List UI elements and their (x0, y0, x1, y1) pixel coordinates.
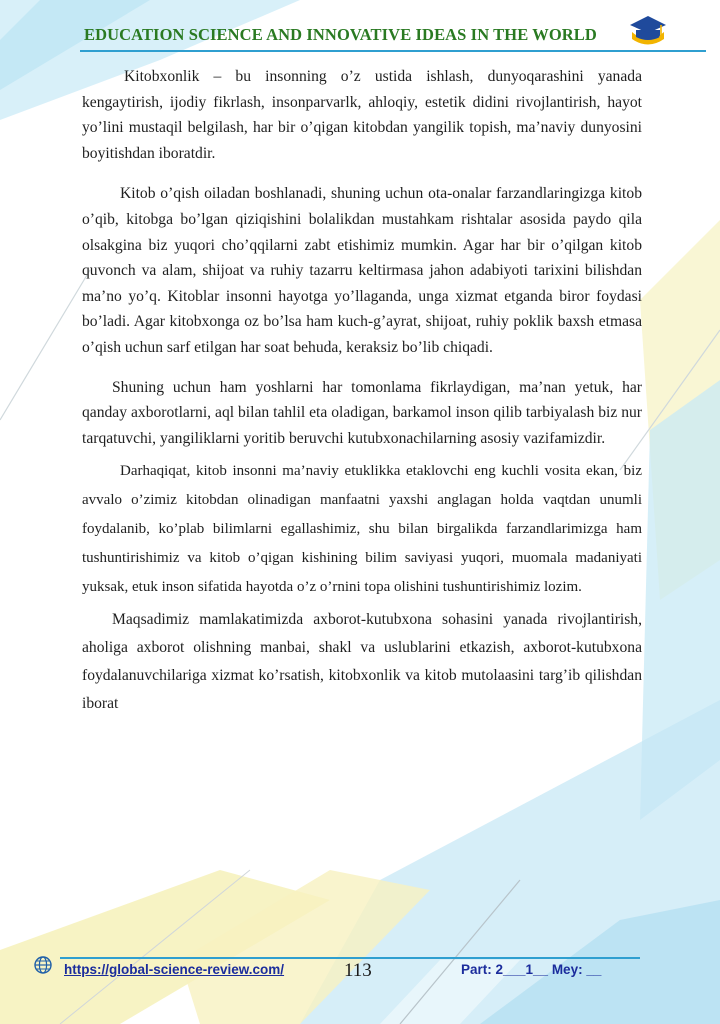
paragraph: Kitob o’qish oiladan boshlanadi, shuning uchun ota-onalar farzandlaringizga kitob o’qib, kitobga bo’lgan qiziqishini bolalikdan mustahkam rishtalar asosida paydo qila olsakgina biz yuqori cho’qqilarni zabt etishimiz mumkin. Agar har bir o’qilgan kitob quvonch va alam, shijoat va ruhiy tazarru keltirmasa jahon adabiyoti tarixini bilishdan ma’no yo’q. Kitoblar insonni hayotga yo’llaganda, unga xizmat etganda biror foydasi bo’ladi. Agar kitobxonga oz bo’lsa ham kuch-g’ayrat, shijoat, ruhiy poklik baxsh etmasa o’qish uchun sarf etilgan har soat behuda, keraksiz bo’lib chiqadi. (82, 185, 642, 356)
page-number: 113 (344, 960, 372, 981)
page-footer (0, 948, 720, 988)
globe-icon (33, 955, 53, 975)
paragraph: Maqsadimiz mamlakatimizda axborot-kutubxona sohasini yanada rivojlantirish, aholiga axborot olishning manbai, shakl va uslublarini etkazish, axborot-kutubxona foydalanuvchilariga xizmat ko’rsatish, kitobxonlik va kitob mutolaasini targ’ib qilishdan iborat (82, 611, 642, 713)
issue-part-info: Part: 2___1__ Mey: __ (461, 962, 602, 977)
article-body (82, 64, 642, 718)
paragraph: Darhaqiqat, kitob insonni ma’naviy etuklikka etaklovchi eng kuchli vosita ekan, biz avvalo o’zimiz kitobdan olinadigan manfaatni yaxshi anglagan holda vaqtdan unumli foydalanib, ko’plab bilimlarni egallashimiz, shu bilan birgalikda farzandlarimizga ham tushuntirishimiz va kitob o’qigan kishining bilim saviyasi yuqori, muomala madaniyati yuksak, etuk inson sifatida hayotda o’z o’rnini topa olishini tushuntirishimiz lozim. (82, 463, 642, 596)
journal-website-link[interactable]: https://global-science-review.com/ (64, 962, 285, 977)
header-rule (80, 50, 706, 52)
graduation-cap-icon (628, 12, 668, 48)
page-header (0, 0, 720, 58)
journal-title: EDUCATION SCIENCE AND INNOVATIVE IDEAS IN THE WORLD (84, 25, 597, 44)
paragraph: Kitobxonlik – bu insonning o’z ustida ishlash, dunyoqarashini yanada kengaytirish, ijodiy fikrlash, insonparvarlk, ahloqiy, estetik didini rivojlantirish, hayot yo’lini mustaqil belgilash, har bir o’qigan kitobdan yangilik topish, ma’naviy dunyosini boyitishdan iboratdir. (82, 68, 642, 162)
footer-rule (60, 957, 640, 959)
paragraph: Shuning uchun ham yoshlarni har tomonlama fikrlaydigan, ma’nan yetuk, har qanday axborotlarni, aql bilan tahlil eta oladigan, barkamol inson qilib tarbiyalash biz nur tarqatuvchi, yangiliklarni yoritib beruvchi kutubxonachilarning asosiy vazifamizdir. (82, 378, 642, 447)
